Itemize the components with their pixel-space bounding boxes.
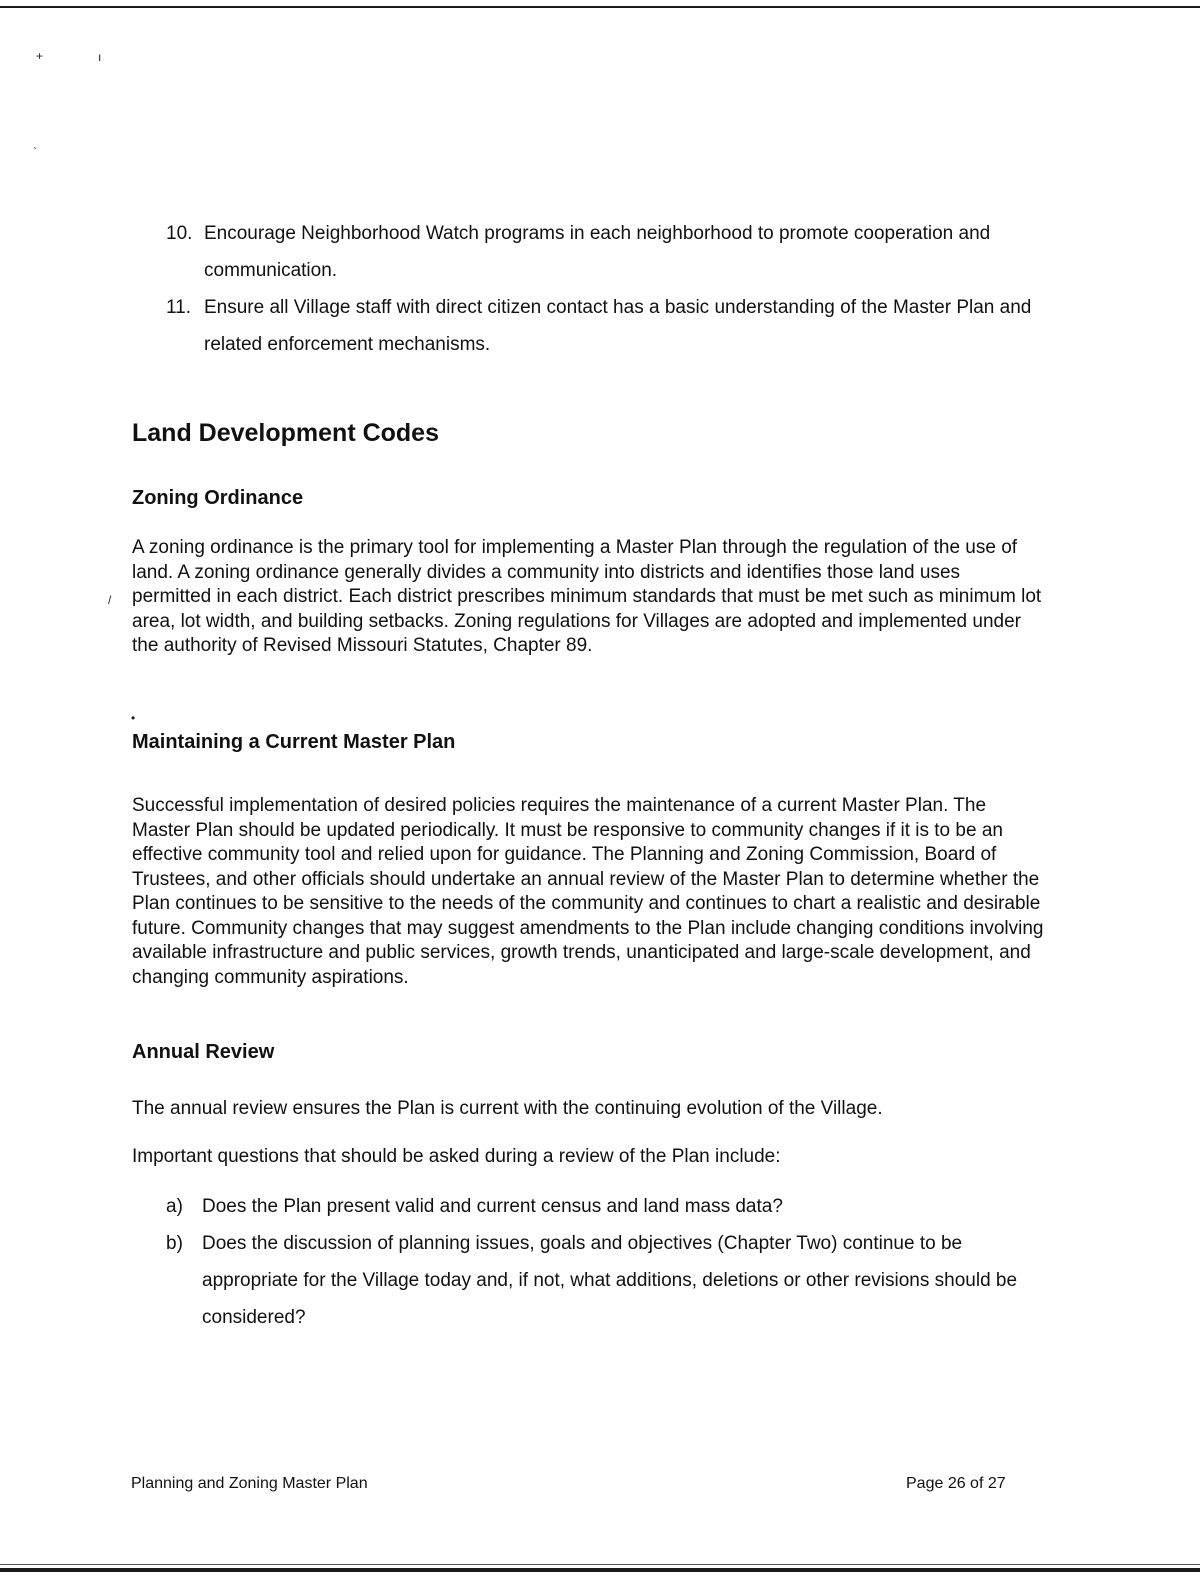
list-item-number: 10. [166, 223, 193, 244]
question-label: b) [166, 1233, 183, 1254]
scan-mark: / [108, 593, 112, 607]
list-item [166, 215, 1046, 289]
question-item [166, 1188, 1046, 1225]
section-heading: Land Development Codes [132, 419, 439, 447]
annual-review-heading: Annual Review [132, 1041, 275, 1063]
annual-review-intro: The annual review ensures the Plan is current with the continuing evolution of the Village. [132, 1098, 883, 1119]
maintaining-plan-heading: Maintaining a Current Master Plan [132, 731, 456, 753]
question-item [166, 1225, 1046, 1336]
list-item [166, 289, 1046, 363]
question-text: Does the discussion of planning issues, goals and objectives (Chapter Two) continue to be appropriate for the Village today and, if not, what additions, deletions or other revisions should be considered? [202, 1233, 1018, 1328]
question-label: a) [166, 1196, 183, 1217]
footer-page-number: Page 26 of 27 [906, 1475, 1006, 1492]
top-border-line [0, 6, 1200, 8]
list-item-text: Ensure all Village staff with direct citizen contact has a basic understanding of the Master Plan and related enforcement mechanisms. [204, 297, 1032, 355]
scan-mark: • [131, 711, 136, 725]
scan-mark: ˋ [33, 145, 37, 159]
footer-document-title: Planning and Zoning Master Plan [131, 1475, 368, 1492]
zoning-ordinance-heading: Zoning Ordinance [132, 487, 304, 509]
question-text: Does the Plan present valid and current census and land mass data? [202, 1196, 783, 1217]
annual-review-questions-lead: Important questions that should be asked during a review of the Plan include: [132, 1146, 781, 1167]
scan-mark: ı [98, 50, 102, 64]
bottom-border-line [0, 1568, 1200, 1572]
list-item-text: Encourage Neighborhood Watch programs in each neighborhood to promote cooperation and communication. [204, 223, 991, 281]
maintaining-plan-paragraph: Successful implementation of desired policies requires the maintenance of a current Master Plan. The Master Plan should be updated periodically. It must be responsive to community changes if it is to be an effective community tool and relied upon for guidance. The Planning and Zoning Commission, Board of Trustees, and other officials should undertake an annual review of the Master Plan to determine whether the Plan continues to be sensitive to the needs of the community and continues to chart a realistic and desirable future. Community changes that may suggest amendments to the Plan include changing conditions involving available infrastructure and public services, growth trends, unanticipated and large-scale development, and changing community aspirations. [132, 795, 1044, 988]
bottom-border-line-thin [0, 1564, 1200, 1565]
zoning-ordinance-paragraph: A zoning ordinance is the primary tool for implementing a Master Plan through the regulation of the use of land. A zoning ordinance generally divides a community into districts and identifies those land uses permitted in each district. Each district prescribes minimum standards that must be met such as minimum lot area, lot width, and building setbacks. Zoning regulations for Villages are adopted and implemented under the authority of Revised Missouri Statutes, Chapter 89. [132, 537, 1042, 656]
scan-mark: + [36, 49, 44, 63]
list-item-number: 11. [166, 297, 192, 318]
